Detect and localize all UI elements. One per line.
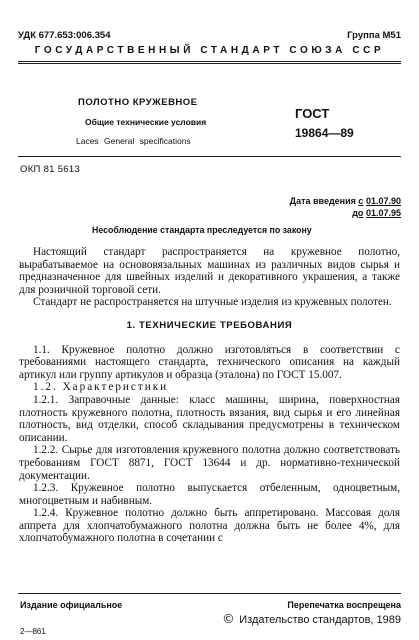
- section-paragraph: 1.2.3. Кружевное полотно выпускается отбеленным, одноцветным, многоцветным и набивным.: [19, 482, 400, 507]
- gost-label: ГОСТ: [295, 106, 330, 121]
- page-code: 2—861: [20, 627, 46, 636]
- until-date-line: [352, 208, 401, 218]
- intro-date-line: [290, 196, 401, 206]
- section-paragraph: 1.2.4. Кружевное полотно должно быть аппретировано. Массовая доля аппрета для хлопчатобумажного полотна должна быть не более 4%, для хлопчатобумажного полотна в сочетании с: [19, 507, 400, 545]
- gost-number: 19864—89: [295, 126, 354, 140]
- section-paragraph: 1.2.1. Заправочные данные: класс машины, ширина, поверхностная плотность кружевного полотна, плотность вязания, вид сырья и его линейная плотность, вид отделки, способ складывания предусмотрены в техническом описании.: [19, 393, 400, 444]
- until-date-prefix: до: [352, 208, 364, 218]
- intro-paragraph: Стандарт не распространяется на штучные изделия из кружевных полотен.: [33, 296, 392, 309]
- section-paragraph: 1.1. Кружевное полотно должно изготовляться в соответствии с требованиями настоящего стандарта, технического описания на каждый артикул или группу артикулов и образца (эталона) по ГОСТ 15.007.: [19, 343, 400, 381]
- state-standard-heading: ГОСУДАРСТВЕННЫЙ СТАНДАРТ СОЮЗА ССР: [34, 45, 385, 56]
- intro-date-prefix: с: [358, 196, 364, 206]
- intro-date-value: 01.07.90: [365, 196, 401, 206]
- standard-title: ПОЛОТНО КРУЖЕВНОЕ: [78, 97, 198, 108]
- section-paragraph: 1.2.2. Сырье для изготовления кружевного полотна должно соответствовать требованиям ГОСТ 8871, ГОСТ 13644 и др. нормативно-технической документации.: [19, 444, 400, 482]
- udk-code: УДК 677.653:006.354: [18, 30, 111, 41]
- copyright-icon: ©: [223, 611, 234, 626]
- section-title: 1. ТЕХНИЧЕСКИЕ ТРЕБОВАНИЯ: [126, 319, 293, 331]
- intro-date-label: Дата введения: [289, 196, 356, 206]
- official-edition-label: Издание официальное: [20, 600, 123, 610]
- intro-text: [19, 246, 400, 545]
- intro-paragraph: Настоящий стандарт распространяется на кружевное полотно, вырабатываемое на основовязальных машинах из различных видов сырья и предназначенное для швейных изделий и декоративного украшения, а также для розничной торговой сети.: [19, 246, 400, 296]
- copyright-text: Издательство стандартов, 1989: [239, 614, 401, 626]
- copyright-line: [224, 611, 401, 626]
- standard-subtitle: Общие технические условия: [85, 117, 207, 127]
- standard-english-title: Laces General specifications: [76, 136, 191, 146]
- okp-code: ОКП 81 5613: [20, 164, 81, 175]
- title-divider: [18, 156, 401, 157]
- footer-divider: [18, 593, 401, 594]
- group-code: Группа М51: [347, 30, 401, 41]
- until-date-value: 01.07.95: [365, 208, 401, 218]
- legal-warning: Несоблюдение стандарта преследуется по закону: [92, 225, 312, 235]
- reprint-prohibited-label: Перепечатка воспрещена: [287, 600, 401, 610]
- header-divider-top: [18, 61, 401, 62]
- section-paragraph: 1.2. Характеристики: [33, 381, 169, 394]
- header-divider-bottom: [18, 63, 401, 64]
